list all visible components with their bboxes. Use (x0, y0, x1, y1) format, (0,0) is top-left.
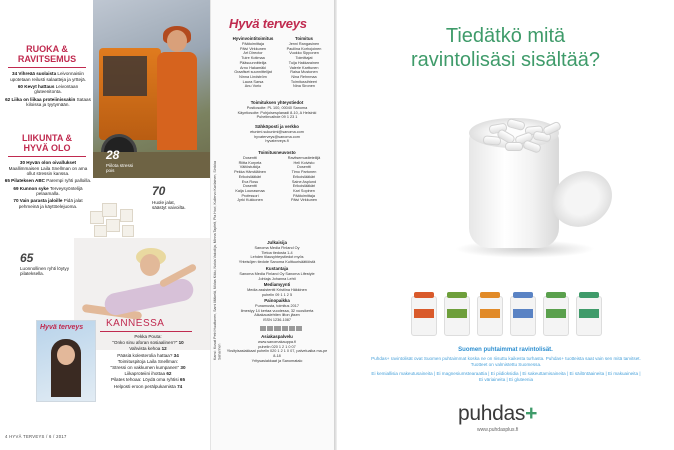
yoga-caption: Luonnollinen ryhti löytyy pilateksella. (20, 266, 70, 277)
staff-line: Punamusta, toimitus 2017 (255, 304, 299, 308)
staff-line: Toimittajat (295, 56, 313, 61)
staff-line: Erikoislääkäri (292, 184, 316, 189)
toc-item-title: 65 Pilateksen ABC (4, 178, 47, 184)
staff-block-text (225, 340, 329, 364)
bottle-label (579, 309, 599, 318)
capsule (505, 142, 523, 151)
staff-line: Dosentti (243, 184, 257, 189)
staff-block-text (225, 106, 329, 120)
staff-line: Erikoislääkäri (238, 174, 262, 179)
ad-headline (337, 24, 674, 72)
product-bottle (510, 296, 536, 336)
staff-line: Ravitsemustieteilijä (287, 156, 321, 160)
toc-item (4, 186, 92, 197)
product-bottle (576, 296, 602, 336)
bottle-cap (579, 292, 599, 298)
staff-line: Professori (241, 193, 259, 198)
toc-item (4, 198, 92, 209)
staff-line: Heli Koivisto (293, 160, 315, 165)
section-title-food (6, 44, 88, 64)
staff-line: Dosentti (243, 156, 257, 160)
on-cover-list (96, 334, 200, 390)
staff-line: Dosentti (297, 165, 311, 170)
staff-block-text (279, 42, 329, 89)
page-footer: 4 HYVÄ TERVEYS / 6 / 2017 (5, 434, 67, 439)
staff-block-text (225, 130, 329, 144)
staff-line: Päivi Virkkunen (290, 198, 318, 203)
cover-list-page: 34 (173, 352, 179, 358)
staff-line: Graafiset suunnittelijat (234, 70, 272, 75)
staff-block-text (225, 246, 329, 265)
staff-block-heading: Mediamyynti (263, 282, 291, 287)
toc-item-desc: Parempi ryhti palloilla. (46, 178, 92, 184)
staff-line: Tuire Kotimaa (241, 56, 265, 61)
staff-line: Raisa Mustonen (290, 70, 318, 75)
magazine-cover-thumbnail (36, 320, 96, 402)
ad-slogan: Suomen puhtaimmat ravintolisät. (458, 347, 553, 353)
staff-line: Väitöstutkija (239, 165, 261, 170)
staff-line: Laura Sarsa (242, 79, 264, 84)
cover-list-text: Liikaproteiini ihottaa (124, 371, 167, 377)
staff-line: hyvaterveys@sanoma.com (254, 134, 300, 139)
sugar-cubes-image (86, 193, 150, 239)
toc-item-title: 62 Liika on liikaa proteiinissakin (5, 96, 77, 102)
bottle-cap (513, 292, 533, 298)
staff-line: puhelin 09 1 1 2 5 (261, 292, 293, 297)
section-title-exercise (6, 133, 88, 153)
cover-list-page: 30 (180, 365, 186, 371)
staff-line: Puhelinvaihde 09 1 23 1 (256, 115, 298, 120)
bottle-label (447, 309, 467, 318)
product-bottle (543, 296, 569, 336)
ad-body-paragraph: Puhdas+ ravintolisät ovat Suomen puhtaimmat koska ne on riisuttu kaikesta turhasta. Puhdas+ tuotteista saat vain sen mitä tarvitset. Tuotteet on valmistettu Suomessa. (371, 356, 641, 367)
ad-headline-line: Tiedätkö mitä (445, 25, 566, 47)
staff-line: ISSN 1236-1087 (262, 318, 292, 323)
staff-line: etunimi.sukunimi@sanoma.com (250, 130, 304, 134)
brand-logo (458, 402, 537, 426)
staff-block-text (225, 304, 329, 323)
toc-food (4, 71, 92, 109)
bottle-label (513, 309, 533, 318)
staff-line: Art Director (243, 51, 263, 56)
section-title-line: HYVÄ OLO (23, 143, 71, 153)
cover-masthead: Hyvä terveys (40, 324, 84, 331)
section-title-line: RUOKA & (26, 44, 68, 54)
staff-line: Käyntiosoite: Pohjoisesplanadi 8-10, A Helsinki (237, 110, 317, 115)
cover-list-text: Helposti eroon perälpukamista (113, 383, 178, 389)
staff-block-heading: Asiakaspalvelu (261, 334, 293, 339)
staff-block-heading: Kustantaja (265, 266, 289, 271)
ad-body (371, 356, 641, 386)
staff-line: Yhteisöjen tiedote Sanoma Kulttuurisäätiöistä (238, 260, 316, 265)
on-cover-rule (100, 331, 192, 332)
toc-item-title: 60 Kevyt hattaus (17, 83, 56, 89)
photo-credits-vertical: Kansi: Kuvat Petri Huuttunen, Sami Mäkelä, Niklas Kiklu, Nokia Vakoilija, Minna Tapfelt, Pia Hovi, Kullervo Karilainen, Sinikka Saharinen (213, 160, 222, 360)
toc-item (4, 71, 92, 82)
staff-line: Lehden tilausyhteystiedot myös (250, 255, 304, 260)
staff-line: Media assistentti Kristiina Häkkinen (247, 288, 307, 292)
staff-line: Aikakauslehtien liiton jäsen (254, 313, 300, 318)
sugar-page-number: 70 (152, 184, 166, 198)
staff-line: Valerie Karttunen (289, 65, 319, 70)
on-cover-title: KANNESSA (106, 318, 165, 329)
toc-item-title: 34 Vihreää suolaista (12, 71, 58, 76)
bottle-cap (414, 292, 434, 298)
staff-block-heading: Toimituksen yhteystiedot (250, 100, 304, 105)
staff-line: Timo Partonen (291, 170, 317, 175)
staff-line: Päätoimittaja (242, 42, 264, 46)
staff-line: Sanoma Media Finland Oy (254, 246, 300, 250)
staff-line: puhelin 020 1 2 1 0 07 (258, 344, 296, 349)
staff-line: Kaija Lounasmaa (235, 188, 265, 193)
brand-name: puhdas (458, 402, 526, 425)
toc-item-desc: Pidä jalat pehmeinä ja käyttöelejuoma. (18, 198, 83, 209)
section-title-line: LIIKUNTA & (22, 133, 72, 143)
staff-block-text (225, 272, 329, 281)
bottle-label (480, 309, 500, 318)
staff-block-heading: Hyvinvointitoimitus (232, 36, 274, 41)
staff-line: Yritysasiakkaat ja Sanomatalo (251, 358, 303, 363)
bottle-label (414, 309, 434, 318)
toc-item (4, 97, 92, 108)
staff-line: Erikoislääkäri (292, 174, 316, 179)
staff-line: Tuija Hakkarainen (288, 60, 320, 65)
product-bottle (477, 296, 503, 336)
cover-list-text: Toimituspitoja Laila Snellman: (117, 358, 179, 364)
section-title-line: RAVITSEMUS (17, 54, 77, 64)
staff-line: Arno Hakamäki (240, 65, 266, 70)
toc-item-desc: Sataas kiloissa ja tyytymään. (26, 96, 91, 108)
staff-line: Toimitussihteeri (290, 79, 318, 84)
staff-line: Pauliina Korhojoinen (286, 46, 322, 51)
cover-list-page: 12 (161, 346, 167, 352)
toc-item (4, 178, 92, 184)
staff-line: Saine Asplund (291, 179, 317, 184)
ad-body-claims: Ei kemiallisia makeutusaineita | Ei magnesiumstearaattia | Ei piidioksidia | Ei sakeuttamisaineita | Ei säilöntäaineita | Ei makuaineita | Ei väriaineita | Ei gluteenia (371, 371, 641, 382)
bottle-cap (480, 292, 500, 298)
bottle-label (546, 309, 566, 318)
cover-list-text: "Onko sinu aforan sosiaalinen?" (112, 340, 179, 346)
staff-line: Tietoa tiedosta 1-4 (261, 250, 293, 255)
bottle-cap (546, 292, 566, 298)
staff-block-heading: Toimitusneuvosto (258, 150, 296, 155)
staff-block-text (229, 42, 277, 89)
toc-item-desc: Maallimmaisen Laila Snellman on ama ollut stressin kanssa. (8, 165, 88, 177)
cover-list-text: Pääsiä kolesterolia hattaa? (117, 352, 174, 358)
staff-line: Pekka Hämäläinen (234, 170, 266, 175)
product-bottle (411, 296, 437, 336)
brand-url: www.puhdasplus.fi (477, 427, 519, 433)
cover-list-item (96, 384, 200, 390)
photo-page-number: 28 (106, 148, 120, 162)
cover-list-page: 10 (178, 340, 184, 346)
staff-line: Johtaja Johanna Lehti (258, 276, 296, 281)
association-logos (260, 326, 302, 331)
staff-line: Yksityisasiakkaat puhelin 020 1 2 1 0 07, palveluaika ma-pe 8-18 (226, 349, 328, 359)
product-bottle (444, 296, 470, 336)
photo-caption: Piilota stressi pois (106, 163, 134, 174)
cover-list-text: Vahvista kehoa (129, 346, 162, 352)
staff-block-text (225, 288, 329, 297)
staff-line: Postiosoite: PL 100, 00040 Sanoma (246, 106, 308, 110)
toc-item-title: 30 Hyvän olon oivallukset (19, 160, 77, 165)
magazine-masthead: Hyvä terveys (229, 16, 307, 31)
toc-exercise (4, 160, 92, 211)
staff-line: Ilmestyy 14 kertaa vuodessa, 32 vuosikerta (240, 308, 314, 313)
cover-list-text: Pilates tehoaa: Löydä oma ryhtisi (110, 377, 180, 383)
staff-line: Vuokko Sipponen (289, 51, 319, 56)
staff-line: Ninna Lindström (239, 74, 267, 79)
cover-list-text: Pekka Pouta: (134, 334, 162, 339)
product-bottles (411, 290, 607, 336)
staff-line: Jenni Rangasinen (288, 42, 320, 46)
yoga-page-number: 65 (20, 251, 34, 265)
cover-list-page: 74 (177, 383, 183, 389)
staff-line: Sanoma Media Finland Oy Sanoma Lifestyle (239, 272, 315, 276)
staff-block-heading: Toimitus (295, 36, 313, 41)
staff-block-heading: Julkaisija (267, 240, 287, 245)
toc-item-desc: Leivontaan gluteenitonta. (34, 83, 79, 95)
staff-line: Eva Rosu (241, 179, 259, 184)
bottle-cap (447, 292, 467, 298)
contents-page (0, 0, 210, 450)
toc-item-title: 69 Kunnon syke (13, 185, 50, 191)
cover-list-page: 62 (166, 371, 172, 377)
brand-plus-sign: + (525, 402, 538, 425)
toc-item-title: 70 Vain parasta jaloille (13, 198, 64, 204)
capsule (483, 135, 502, 146)
staff-line: Nina Sironen (293, 84, 315, 89)
toc-item-desc: Terveysyöntelijä pelaamalla. (36, 185, 83, 197)
staff-line: Anu Vorio (244, 84, 262, 89)
staff-line: Jyrki Kukkonen (237, 198, 263, 203)
staff-line: Päätoimittaja (293, 193, 315, 198)
staff-block-heading: Sähköposti ja verkko (255, 124, 299, 129)
staff-line: hyvaterveys.fi (265, 139, 289, 144)
staff-line: Nina Rehnmaa (291, 74, 317, 79)
section-rule (8, 67, 86, 68)
staff-line: Kari Sopinen (293, 188, 315, 193)
staff-line: Pääsuunnittelija (239, 60, 267, 65)
staff-block-heading: Painopaikka (264, 298, 290, 303)
cover-list-text: "Stressi on vakkumen kumpanen" (110, 365, 181, 371)
section-rule (8, 156, 86, 157)
masthead-page (210, 0, 335, 450)
cover-list-page: 65 (179, 377, 186, 383)
staff-line: Riitta Korpela (238, 160, 262, 165)
ad-headline-line: ravintolisäsi sisältää? (411, 49, 600, 71)
staff-line: www.sanomakauppa.fi (258, 340, 296, 344)
sugar-caption: Huole jalat, säästyt vaivoilta. (152, 200, 186, 211)
advertisement-page (337, 0, 674, 450)
staff-line: Päivi Virkkunen (239, 46, 267, 51)
staff-block-text (225, 156, 329, 203)
toc-item (4, 84, 92, 95)
toc-item (4, 160, 92, 177)
toc-item-desc: Leivonnaisiin upotetaan reilusti salaatteja ja yrttejä. (10, 71, 86, 82)
